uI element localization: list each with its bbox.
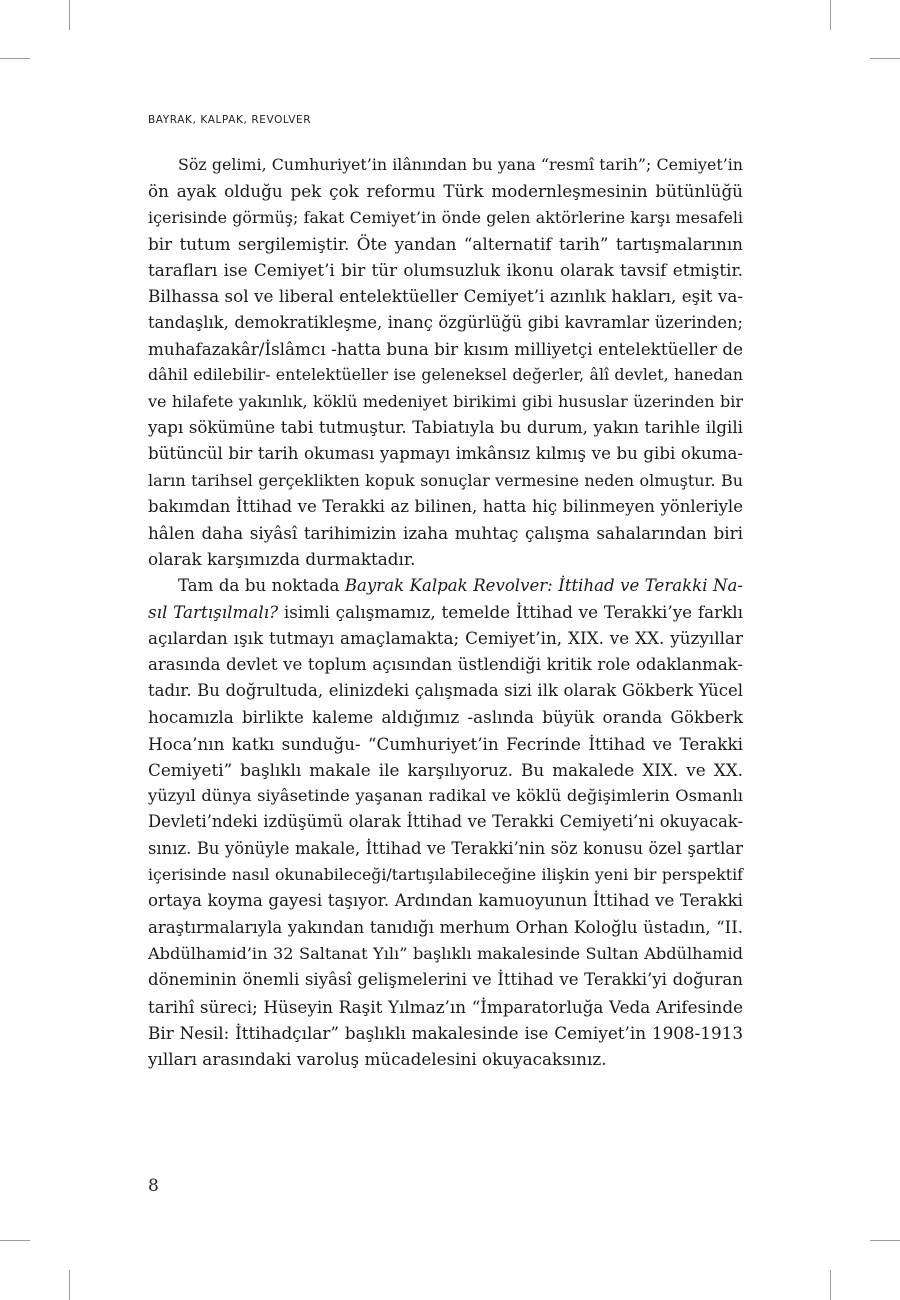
paragraph-1 (148, 152, 743, 573)
text-line: Bilhassa sol ve liberal entelektüeller Cemiyet’i azınlık hakları, eşit va- (148, 286, 743, 307)
book-title-italic: sıl Tartışılmalı? (148, 602, 279, 623)
text-line: Söz gelimi, Cumhuriyet’in ilânından bu yana “resmî tarih”; Cemiyet’in (178, 155, 743, 174)
text-line: bir tutum sergilemiştir. Öte yandan “alternatif tarih” tartışmalarının (148, 233, 743, 254)
running-head: BAYRAK, KALPAK, REVOLVER (148, 114, 312, 126)
crop-mark-bottom-left (69, 1270, 70, 1300)
text-line: içerisinde nasıl okunabileceği/tartışılabileceğine ilişkin yeni bir perspektif (148, 865, 743, 885)
text-line: Hoca’nın katkı sunduğu- “Cumhuriyet’in Fecrinde İttihad ve Terakki (148, 733, 743, 754)
text-line: bütüncül bir tarih okuması yapmayı imkânsız kılmış ve bu gibi okuma- (148, 444, 743, 464)
text-line: Bir Nesil: İttihadçılar” başlıklı makalesinde ise Cemiyet’in 1908-1913 (148, 1022, 743, 1043)
crop-mark-right-bottom (870, 1240, 900, 1241)
crop-mark-left-top (0, 58, 30, 59)
text-line: ortaya koyma gayesi taşıyor. Ardından kamuoyunun İttihad ve Terakki (148, 891, 743, 911)
text-line: Abdülhamid’in 32 Saltanat Yılı” başlıklı makalesinde Sultan Abdülhamid (148, 943, 743, 963)
text-line: tadır. Bu doğrultuda, elinizdeki çalışmada sizi ilk olarak Gökberk Yücel (148, 680, 743, 700)
crop-mark-top-left (69, 0, 70, 30)
paragraph-2 (148, 573, 743, 1073)
crop-mark-right-top (870, 58, 900, 59)
book-title-italic: Bayrak Kalpak Revolver: İttihad ve Terakki Na- (344, 575, 744, 595)
crop-mark-bottom-right (830, 1270, 831, 1300)
text-line: bakımdan İttihad ve Terakki az bilinen, hatta hiç bilinmeyen yönleriyle (148, 496, 743, 516)
text-line: arasında devlet ve toplum açısından üstlendiği kritik role odaklanmak- (148, 654, 743, 674)
text-run: isimli çalışmamız, temelde İttihad ve Terakki’ye farklı (278, 602, 744, 623)
text-line: muhafazakâr/İslâmcı -hatta buna bir kısım milliyetçi entelektüeller de (148, 339, 743, 360)
text-line: tarafları ise Cemiyet’i bir tür olumsuzluk ikonu olarak tavsif etmiştir. (148, 260, 743, 281)
text-run: Tam da bu noktada (178, 575, 345, 595)
body-text (148, 152, 743, 1072)
text-line: tandaşlık, demokratikleşme, inanç özgürlüğü gibi kavramlar üzerinden; (148, 312, 743, 332)
text-line: yapı sökümüne tabi tutmuştur. Tabiatıyla bu durum, yakın tarihle ilgili (148, 417, 743, 437)
crop-mark-top-right (830, 0, 831, 30)
text-line: içerisinde görmüş; fakat Cemiyet’in önde gelen aktörlerine karşı mesafeli (148, 207, 743, 227)
text-line: Cemiyeti” başlıklı makale ile karşılıyoruz. Bu makalede XIX. ve XX. (148, 759, 743, 780)
text-line: hocamızla birlikte kaleme aldığımız -aslında büyük oranda Gökberk (148, 707, 743, 728)
text-line: araştırmalarıyla yakından tanıdığı merhum Orhan Koloğlu üstadın, “II. (148, 917, 743, 937)
page-number: 8 (148, 1176, 159, 1196)
text-line: yılları arasındaki varoluş mücadelesini okuyacaksınız. (148, 1049, 607, 1070)
text-line: olarak karşımızda durmaktadır. (148, 549, 416, 570)
text-line: sınız. Bu yönüyle makale, İttihad ve Terakki’nin söz konusu özel şartlar (148, 838, 743, 858)
text-line (148, 599, 743, 625)
text-line (148, 573, 743, 599)
text-line: ların tarihsel gerçeklikten kopuk sonuçlar vermesine neden olmuştur. Bu (148, 470, 743, 490)
text-line: hâlen daha siyâsî tarihimizin izaha muhtaç çalışma sahalarından biri (148, 523, 743, 544)
text-line: dâhil edilebilir- entelektüeller ise geleneksel değerler, âlî devlet, hanedan (148, 365, 743, 385)
text-line: ve hilafete yakınlık, köklü medeniyet birikimi gibi hususlar üzerinden bir (148, 391, 743, 411)
text-line: yüzyıl dünya siyâsetinde yaşanan radikal ve köklü değişimlerin Osmanlı (148, 786, 743, 806)
text-line: Devleti’ndeki izdüşümü olarak İttihad ve Terakki Cemiyeti’ni okuyacak- (148, 812, 743, 832)
crop-mark-left-bottom (0, 1240, 30, 1241)
text-line: döneminin önemli siyâsî gelişmelerini ve İttihad ve Terakki’yi doğuran (148, 970, 743, 990)
text-line: açılardan ışık tutmayı amaçlamakta; Cemiyet’in, XIX. ve XX. yüzyıllar (148, 628, 743, 649)
text-line: tarihî süreci; Hüseyin Raşit Yılmaz’ın “İmparatorluğa Veda Arifesinde (148, 996, 743, 1017)
text-line: ön ayak olduğu pek çok reformu Türk modernleşmesinin bütünlüğü (148, 181, 743, 202)
